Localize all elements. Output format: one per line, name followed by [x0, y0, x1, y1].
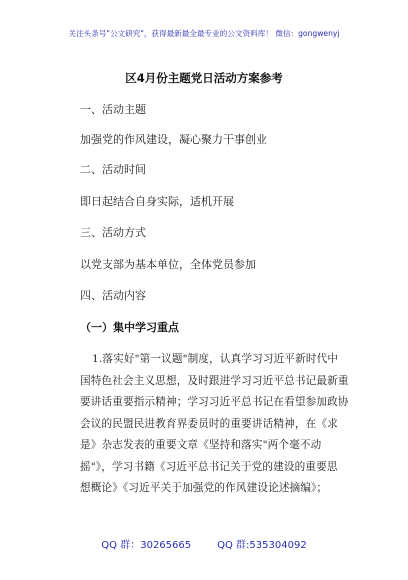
section-body-theme: 加强党的作风建设，凝心聚力干事创业 [80, 133, 267, 146]
paragraph-line: 是》杂志发表的重要文章《坚持和落实"两个毫不动 [80, 439, 322, 451]
paragraph-line: 1.落实好"第一议题"制度，认真学习习近平新时代中 [92, 353, 339, 365]
section-heading-content: 四、活动内容 [80, 289, 146, 302]
section-heading-theme: 一、活动主题 [80, 103, 146, 116]
footer-qq-group-1: QQ 群：30265665 [101, 540, 192, 551]
document-title: 区4月份主题党日活动方案参考 [125, 71, 283, 85]
footer-qq-group-2: QQ 群:535304092 [217, 540, 307, 551]
paragraph-line: 想概论》《习近平关于加强党的作风建设论述摘编》； [80, 482, 328, 494]
section-body-time: 即日起结合自身实际，适机开展 [80, 195, 234, 208]
subheading-study-focus: （一）集中学习重点 [80, 321, 179, 334]
section-heading-time: 二、活动时间 [80, 163, 146, 176]
footer [0, 536, 408, 551]
paragraph-line: 会议的民盟民进教育界委员时的重要讲话精神，在《求 [80, 418, 338, 430]
paragraph-line: 国特色社会主义思想，及时跟进学习习近平总书记最新重 [80, 375, 349, 387]
section-heading-method: 三、活动方式 [80, 226, 146, 239]
header-banner: 关注头条号"公文研究"，获得最新最全最专业的公文资料库！ 微信：gongwenyj [68, 29, 340, 38]
section-body-method: 以党支部为基本单位，全体党员参加 [80, 258, 256, 271]
paragraph-line: 要讲话重要指示精神；学习习近平总书记在看望参加政协 [80, 396, 349, 408]
paragraph-line: 摇"》，学习书籍《习近平总书记关于党的建设的重要思 [80, 461, 338, 473]
